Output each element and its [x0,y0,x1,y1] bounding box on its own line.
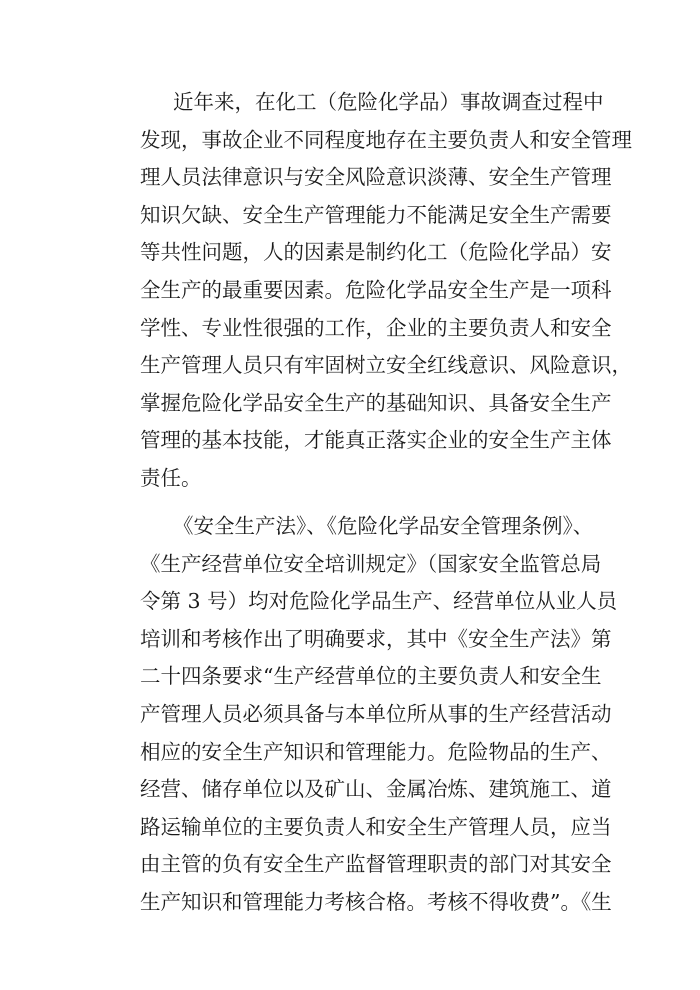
paragraph-line: 《安全生产法》、《危险化学品安全管理条例》、 [173,514,594,538]
paragraph-line: 理人员法律意识与安全风险意识淡薄、安全生产管理 [140,165,612,190]
paragraph-line: 培训和考核作出了明确要求，其中《安全生产法》第 [140,626,612,651]
paragraph-line: 掌握危险化学品安全生产的基础知识、具备安全生产 [140,390,612,415]
paragraph-line: 全生产的最重要因素。危险化学品安全生产是一项科 [140,277,612,302]
paragraph-line: 知识欠缺、安全生产管理能力不能满足安全生产需要 [140,202,612,227]
paragraph-line: 生产知识和管理能力考核合格。考核不得收费”。《生 [140,889,612,914]
paragraph-line: 等共性问题，人的因素是制约化工（危险化学品）安 [140,240,612,265]
paragraph-line: 产管理人员必须具备与本单位所从事的生产经营活动 [140,701,612,726]
paragraph-line: 学性、专业性很强的工作，企业的主要负责人和安全 [140,315,612,340]
paragraph-line: 近年来，在化工（危险化学品）事故调查过程中 [173,90,604,114]
paragraph-line: 发现，事故企业不同程度地存在主要负责人和安全管理 [140,127,632,152]
paragraph-1 [140,84,632,498]
paragraph-line: 责任。 [140,465,202,490]
paragraph-line: 相应的安全生产知识和管理能力。危险物品的生产、 [140,739,612,764]
paragraph-line: 令第 3 号）均对危险化学品生产、经营单位从业人员 [140,589,618,614]
paragraph-line: 《生产经营单位安全培训规定》（国家安全监管总局 [140,551,602,576]
paragraph-line: 管理的基本技能，才能真正落实企业的安全生产主体 [140,428,612,453]
paragraph-line: 由主管的负有安全生产监督管理职责的部门对其安全 [140,852,612,877]
paragraph-line: 路运输单位的主要负责人和安全生产管理人员，应当 [140,814,612,839]
paragraph-2 [140,508,618,922]
paragraph-line: 二十四条要求“生产经营单位的主要负责人和安全生 [140,664,602,689]
paragraph-line: 生产管理人员只有牢固树立安全红线意识、风险意识， [140,353,632,378]
paragraph-line: 经营、储存单位以及矿山、金属冶炼、建筑施工、道 [140,777,612,802]
